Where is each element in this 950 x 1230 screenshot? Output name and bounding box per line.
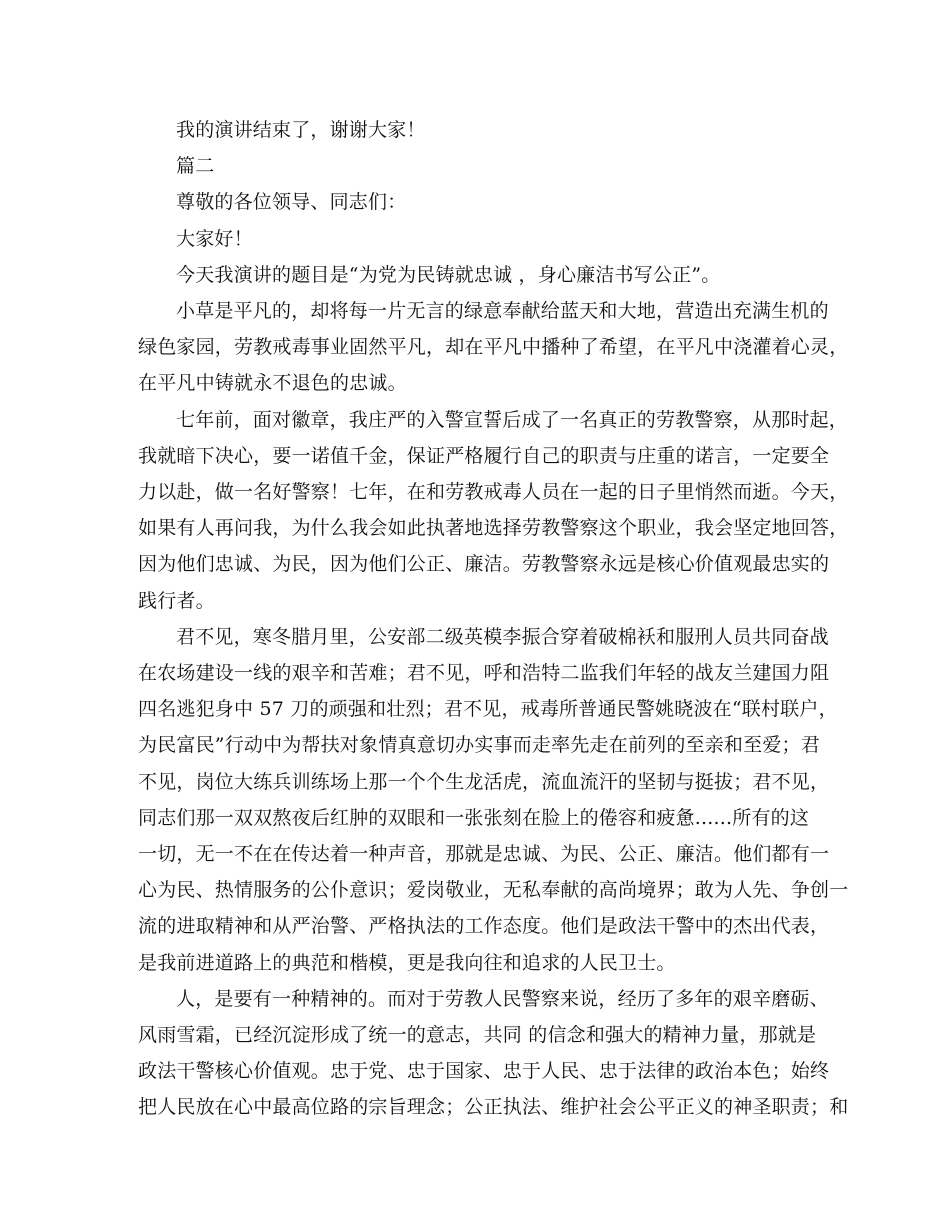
greeting bbox=[138, 221, 818, 257]
text-line: 在平凡中铸就永不退色的忠诚。 bbox=[138, 372, 407, 395]
text-line: 不见，岗位大练兵训练场上那一个个生龙活虎，流血流汗的坚韧与挺拔；君不见， bbox=[138, 770, 830, 793]
section-heading bbox=[138, 148, 818, 184]
text-line: 政法干警核心价值观。忠于党、忠于国家、忠于人民、忠于法律的政治本色；始终 bbox=[138, 1060, 830, 1083]
text-line: 流的进取精神和从严治警、严格执法的工作态度。他们是政法干警中的杰出代表， bbox=[138, 915, 830, 938]
text-line: 力以赴，做一名好警察！七年，在和劳教戒毒人员在一起的日子里悄然而逝。今天， bbox=[138, 481, 849, 504]
text-line: 在农场建设一线的艰辛和苦难；君不见，呼和浩特二监我们年轻的战友兰建国力阻 bbox=[138, 662, 830, 685]
text-line: 是我前进道路上的典范和楷模，更是我向往和追求的人民卫士。 bbox=[138, 951, 676, 974]
text-line: 绿色家园，劳教戒毒事业固然平凡，却在平凡中播种了希望，在平凡中浇灌着心灵， bbox=[138, 336, 849, 359]
text-line: 人，是要有一种精神的。而对于劳教人民警察来说，经历了多年的艰辛磨砺、 bbox=[176, 987, 829, 1010]
paragraph-closing bbox=[138, 112, 818, 148]
text-line: 把人民放在心中最高位路的宗旨理念；公正执法、维护社会公平正义的神圣职责；和 bbox=[138, 1096, 849, 1119]
paragraph-grass bbox=[138, 293, 849, 402]
text-line: 为民富民”行动中为帮扶对象情真意切办实事而走率先走在前列的至亲和至爱；君 bbox=[138, 734, 820, 757]
text-line: 今天我演讲的题目是“为党为民铸就忠诚 ，身心廉洁书写公正”。 bbox=[176, 263, 721, 286]
text-line: 风雨雪霜，已经沉淀形成了统一的意志，共同 的信念和强大的精神力量，那就是 bbox=[138, 1024, 817, 1047]
paragraph-spirit bbox=[138, 981, 849, 1126]
text-line: 同志们那一双双熬夜后红肿的双眼和一张张刻在脸上的倦容和疲惫......所有的这 bbox=[138, 806, 810, 829]
text-line: 七年前，面对徽章，我庄严的入警宣誓后成了一名真正的劳教警察，从那时起， bbox=[176, 408, 849, 431]
text-line: 如果有人再问我，为什么我会如此执著地选择劳教警察这个职业，我会坚定地回答， bbox=[138, 517, 849, 540]
text-line: 一切，无一不在在传达着一种声音，那就是忠诚、为民、公正、廉洁。他们都有一 bbox=[138, 843, 830, 866]
document-body bbox=[138, 112, 849, 1126]
text-line: 我的演讲结束了，谢谢大家！ bbox=[176, 119, 426, 141]
text-line: 因为他们忠诚、为民，因为他们公正、廉洁。劳教警察永远是核心价值观最忠实的 bbox=[138, 553, 830, 576]
text-line: 我就暗下决心，要一诺值千金，保证严格履行自己的职责与庄重的诺言，一定要全 bbox=[138, 444, 830, 467]
text-line: 践行者。 bbox=[138, 589, 215, 612]
speech-topic bbox=[138, 257, 818, 293]
text-line: 四名逃犯身中 57 刀的顽强和壮烈；君不见，戒毒所普通民警姚晓波在“联村联户， bbox=[138, 698, 838, 721]
text-line: 心为民、热情服务的公仆意识；爱岗敬业，无私奉献的高尚境界；敢为人先、争创一 bbox=[138, 879, 849, 902]
text-line: 大家好！ bbox=[176, 227, 253, 250]
salutation bbox=[138, 184, 818, 220]
text-line: 君不见，寒冬腊月里，公安部二级英模李振合穿着破棉袄和服刑人员共同奋战 bbox=[176, 625, 829, 648]
text-line: 小草是平凡的，却将每一片无言的绿意奉献给蓝天和大地，营造出充满生机的 bbox=[176, 300, 829, 323]
paragraph-role-models bbox=[138, 619, 849, 981]
paragraph-seven-years bbox=[138, 402, 849, 619]
text-line: 尊敬的各位领导、同志们： bbox=[176, 191, 407, 214]
text-line: 篇二 bbox=[176, 155, 215, 178]
